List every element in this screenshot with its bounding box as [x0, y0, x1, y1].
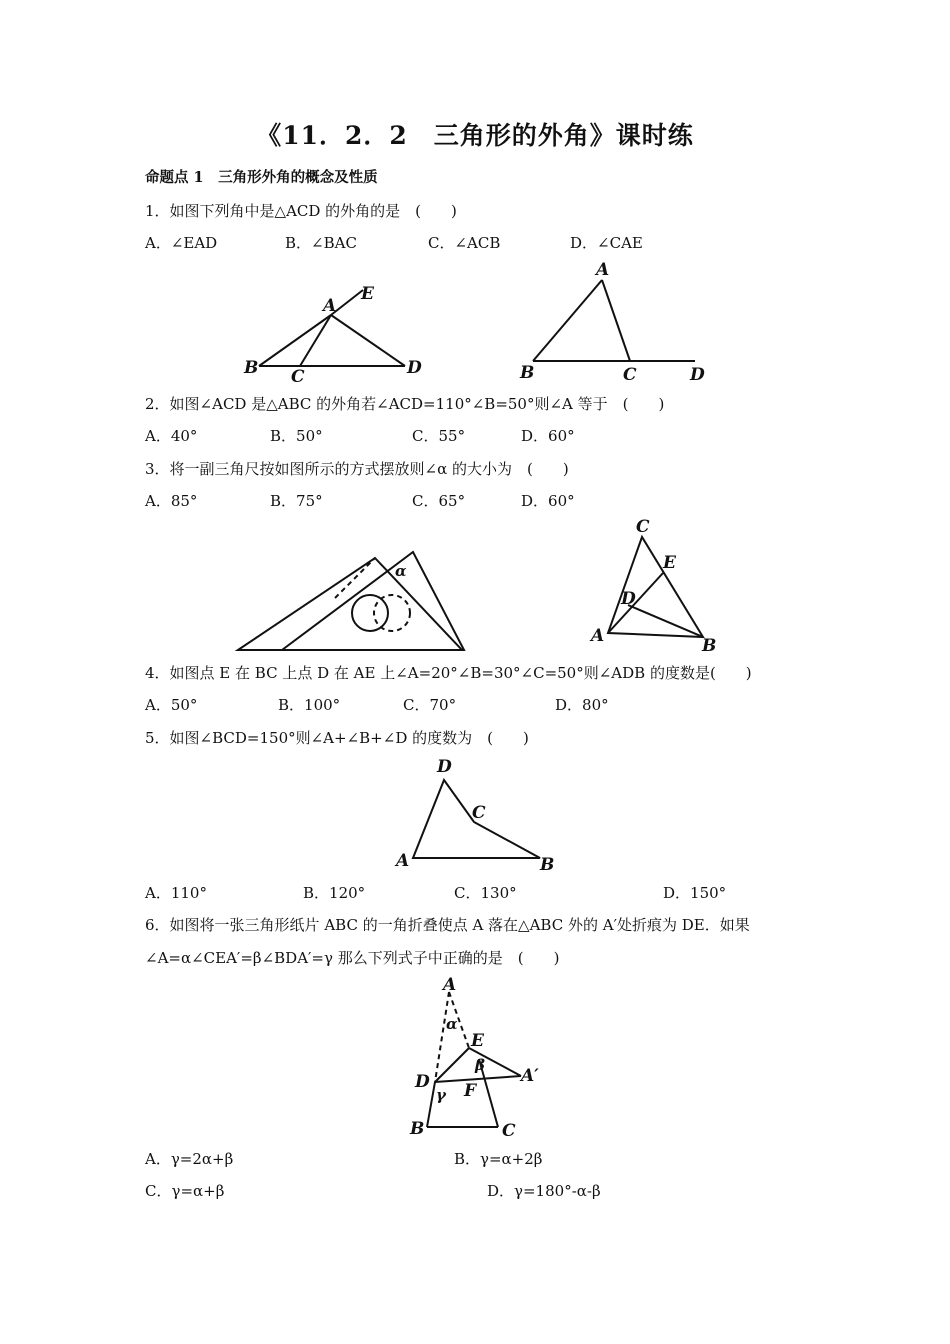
- fig6-label-d: D: [415, 1072, 430, 1092]
- fig3-label-alpha: α: [395, 562, 407, 580]
- question-5-stem: 5．如图∠BCD=150°则∠A+∠B+∠D 的度数为 ( ): [145, 729, 529, 747]
- fig5-label-b: B: [540, 855, 555, 875]
- fig4-label-a: A: [591, 626, 605, 646]
- question-4-stem: 4．如图点 E 在 BC 上点 D 在 AE 上∠A=20°∠B=30°∠C=50°则∠ADB 的度数是( ): [145, 664, 752, 682]
- fig1a-label-d: D: [407, 358, 422, 378]
- question-5-option-b[interactable]: B．120°: [303, 884, 366, 902]
- fig6-label-a: A: [443, 975, 457, 995]
- fig6-label-alpha: α: [446, 1015, 458, 1033]
- question-1-stem: 1．如图下列角中是△ACD 的外角的是 ( ): [145, 202, 457, 220]
- fig4-label-c: C: [636, 517, 650, 537]
- fig4-label-e: E: [663, 553, 676, 573]
- fig1a-label-c: C: [291, 367, 305, 386]
- question-2-option-d[interactable]: D．60°: [521, 427, 575, 445]
- fig6-label-a-prime: A′: [521, 1066, 539, 1086]
- fig6-label-beta: β: [475, 1056, 485, 1074]
- fig1b-label-d: D: [690, 365, 705, 385]
- question-4-option-b[interactable]: B．100°: [278, 696, 341, 714]
- question-6-option-b[interactable]: B．γ=α+2β: [454, 1150, 543, 1168]
- fig5-label-c: C: [472, 803, 486, 823]
- question-3-option-a[interactable]: A．85°: [145, 492, 198, 510]
- section-heading: 命题点 1 三角形外角的概念及性质: [145, 169, 378, 186]
- fig1b-label-b: B: [520, 363, 535, 383]
- fig5-label-d: D: [437, 757, 452, 777]
- figure-q5-quadrilateral: [392, 752, 562, 881]
- figure-q6-folded-triangle: [405, 972, 555, 1146]
- question-3-option-d[interactable]: D．60°: [521, 492, 575, 510]
- question-3-option-c[interactable]: C．65°: [412, 492, 466, 510]
- fig1b-label-c: C: [623, 365, 637, 385]
- fig1a-label-b: B: [244, 358, 259, 378]
- question-5-option-d[interactable]: D．150°: [663, 884, 727, 902]
- figure-q2-triangle-exterior-angle: [515, 258, 715, 390]
- fig5-label-a: A: [396, 851, 410, 871]
- question-5-option-a[interactable]: A．110°: [145, 884, 207, 902]
- fig1a-label-a: A: [323, 296, 337, 316]
- fig6-label-f: F: [464, 1081, 477, 1101]
- question-6-stem-line-1: 6．如图将一张三角形纸片 ABC 的一角折叠使点 A 落在△ABC 外的 A′处折痕为 DE．如果: [145, 916, 750, 934]
- question-6-option-d[interactable]: D．γ=180°-α-β: [487, 1182, 601, 1200]
- fig1b-label-a: A: [596, 260, 610, 280]
- fig6-label-c: C: [502, 1121, 516, 1141]
- question-4-option-d[interactable]: D．80°: [555, 696, 609, 714]
- question-3-option-b[interactable]: B．75°: [270, 492, 323, 510]
- question-6-option-c[interactable]: C．γ=α+β: [145, 1182, 225, 1200]
- fig4-label-d: D: [621, 589, 636, 609]
- question-1-option-b[interactable]: B．∠BAC: [285, 234, 357, 252]
- question-1-option-c[interactable]: C．∠ACB: [428, 234, 501, 252]
- question-1-option-a[interactable]: A．∠EAD: [145, 234, 218, 252]
- question-2-option-a[interactable]: A．40°: [145, 427, 198, 445]
- question-1-option-d[interactable]: D．∠CAE: [570, 234, 643, 252]
- fig6-label-e: E: [471, 1031, 484, 1051]
- figure-q1-triangle-with-extension: [235, 278, 435, 390]
- question-6-stem-line-2: ∠A=α∠CEA′=β∠BDA′=γ 那么下列式子中正确的是 ( ): [145, 949, 560, 967]
- question-4-option-a[interactable]: A．50°: [145, 696, 198, 714]
- fig1a-label-e: E: [361, 284, 374, 304]
- figure-q4-triangle: [588, 515, 728, 659]
- question-3-stem: 3．将一副三角尺按如图所示的方式摆放则∠α 的大小为 ( ): [145, 460, 569, 478]
- question-2-stem: 2．如图∠ACD 是△ABC 的外角若∠ACD=110°∠B=50°则∠A 等于 ( ): [145, 395, 665, 413]
- question-2-option-c[interactable]: C．55°: [412, 427, 466, 445]
- question-5-option-c[interactable]: C．130°: [454, 884, 517, 902]
- question-4-option-c[interactable]: C．70°: [403, 696, 457, 714]
- question-6-option-a[interactable]: A．γ=2α+β: [145, 1150, 234, 1168]
- page-title: 《11．2．2 三角形的外角》课时练: [256, 121, 694, 150]
- fig4-label-b: B: [702, 636, 717, 655]
- fig6-label-b: B: [410, 1119, 425, 1139]
- figure-q3-set-squares: [230, 540, 475, 659]
- question-2-option-b[interactable]: B．50°: [270, 427, 323, 445]
- fig6-label-gamma: γ: [436, 1086, 446, 1104]
